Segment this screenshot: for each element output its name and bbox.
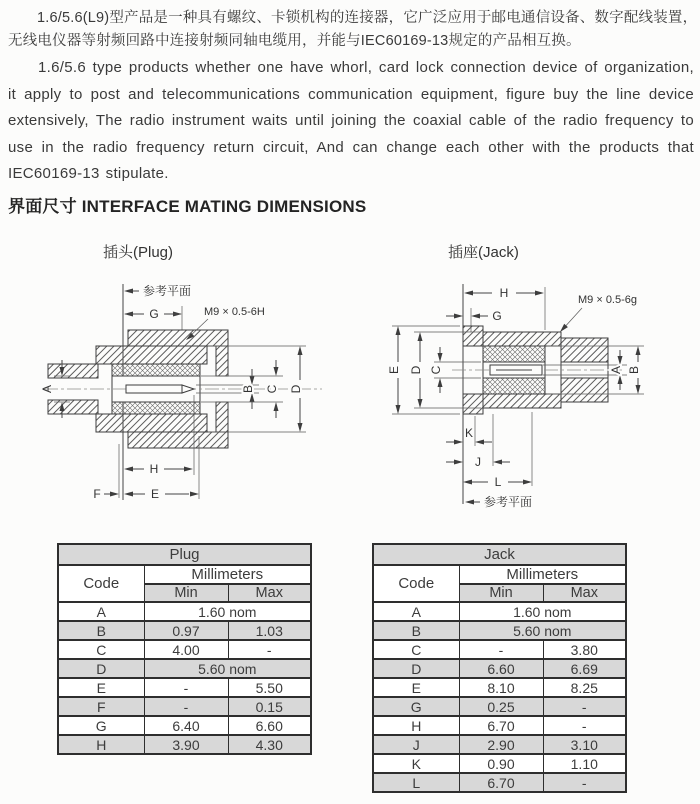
table-row — [58, 602, 311, 621]
table-row — [58, 716, 311, 735]
min-header: Min — [144, 584, 228, 602]
table-row — [373, 640, 626, 659]
jack-thread-label: M9 × 0.5-6g — [578, 294, 638, 306]
value-cell: 1.60 nom — [144, 602, 311, 621]
table-header-row — [373, 565, 626, 584]
plug-dim-e-label: E — [150, 487, 160, 501]
section-heading-en: INTERFACE MATING DIMENSIONS — [81, 197, 367, 216]
code-cell: C — [58, 640, 144, 659]
value-cell: 5.60 nom — [459, 621, 626, 640]
intro-paragraph-en: 1.6/5.6 type products whether one have whorl, card lock connection device of organization, it apply to post and telecommunications communication equipment, figure buy the line device extensively, The radio instrument waits until joining the coaxial cable of the radio frequency to use in the radio frequency return circuit, And can change each other with the products that IEC60169-13 stipulate. — [8, 59, 694, 182]
unit-header: Millimeters — [459, 565, 626, 584]
max-cell: 1.10 — [543, 754, 626, 773]
jack-ref-plane-label: 参考平面 — [484, 495, 533, 509]
jack-dim-l-label: L — [494, 475, 502, 489]
jack-dim-h-label: H — [499, 286, 509, 300]
plug-drawing-title: 插头(Plug) — [103, 244, 174, 261]
min-cell: 6.70 — [459, 773, 543, 792]
table-header-row — [58, 565, 311, 584]
max-cell: 6.60 — [228, 716, 311, 735]
min-cell: 6.40 — [144, 716, 228, 735]
table-row — [58, 678, 311, 697]
plug-dim-g-label: G — [149, 307, 159, 321]
min-cell: 6.70 — [459, 716, 543, 735]
code-cell: F — [58, 697, 144, 716]
max-cell: 8.25 — [543, 678, 626, 697]
min-cell: 2.90 — [459, 735, 543, 754]
plug-table — [57, 543, 312, 755]
table-title-row — [373, 544, 626, 565]
min-header: Min — [459, 584, 543, 602]
jack-dim-c-label: C — [429, 365, 443, 375]
jack-dim-g-label: G — [492, 309, 502, 323]
jack-dim-b-label: B — [627, 365, 641, 375]
code-cell: A — [373, 602, 459, 621]
max-cell: - — [543, 697, 626, 716]
table-row — [373, 773, 626, 792]
code-cell: D — [58, 659, 144, 678]
table-row — [373, 659, 626, 678]
max-header: Max — [228, 584, 311, 602]
value-cell: 1.60 nom — [459, 602, 626, 621]
code-cell: L — [373, 773, 459, 792]
code-cell: E — [373, 678, 459, 697]
unit-header: Millimeters — [144, 565, 311, 584]
max-cell: 4.30 — [228, 735, 311, 754]
plug-ref-plane-label: 参考平面 — [143, 284, 192, 298]
max-cell: - — [228, 640, 311, 659]
min-cell: 8.10 — [459, 678, 543, 697]
max-header: Max — [543, 584, 626, 602]
table-row — [58, 659, 311, 678]
max-cell: - — [543, 773, 626, 792]
jack-dim-a-label: A — [609, 365, 623, 375]
code-cell: E — [58, 678, 144, 697]
code-cell: K — [373, 754, 459, 773]
max-cell: 6.69 — [543, 659, 626, 678]
max-cell: 3.80 — [543, 640, 626, 659]
jack-dim-k-label: K — [464, 426, 474, 440]
jack-drawing-title: 插座(Jack) — [448, 244, 519, 261]
plug-thread-label: M9 × 0.5-6H — [204, 306, 265, 318]
jack-dim-e-label: E — [387, 365, 401, 375]
code-cell: B — [373, 621, 459, 640]
min-cell: 3.90 — [144, 735, 228, 754]
table-row — [373, 602, 626, 621]
max-cell: 1.03 — [228, 621, 311, 640]
table-row — [373, 621, 626, 640]
table-row — [373, 697, 626, 716]
plug-dim-a-label: A — [40, 384, 54, 394]
code-cell: G — [373, 697, 459, 716]
table-row — [58, 621, 311, 640]
min-cell: 0.25 — [459, 697, 543, 716]
min-cell: - — [144, 697, 228, 716]
plug-dim-f-label: F — [93, 487, 101, 501]
min-cell: 0.97 — [144, 621, 228, 640]
intro-zh-line-2: 无线电仪器等射频回路中连接射频同轴电缆用，并能与IEC60169-13规定的产品相互换。 — [8, 33, 581, 49]
plug-cross-section-drawing — [40, 268, 350, 540]
value-cell: 5.60 nom — [144, 659, 311, 678]
table-row — [373, 735, 626, 754]
table-row — [58, 640, 311, 659]
intro-paragraph-zh — [8, 7, 696, 53]
table-title: Jack — [373, 544, 626, 565]
max-cell: 3.10 — [543, 735, 626, 754]
jack-dim-d-label: D — [409, 365, 423, 375]
plug-dim-d-label: D — [289, 384, 303, 394]
jack-cross-section-drawing — [370, 262, 670, 540]
plug-dim-h-label: H — [149, 462, 159, 476]
table-row — [373, 678, 626, 697]
intro-zh-line-1: 1.6/5.6(L9)型产品是一种具有螺纹、卡锁机构的连接器，它广泛应用于邮电通信设备、数字配线装置， — [37, 10, 698, 26]
code-cell: C — [373, 640, 459, 659]
min-cell: 4.00 — [144, 640, 228, 659]
code-cell: B — [58, 621, 144, 640]
table-row — [58, 697, 311, 716]
code-cell: J — [373, 735, 459, 754]
plug-dim-c-label: C — [265, 384, 279, 394]
code-cell: D — [373, 659, 459, 678]
max-cell: 5.50 — [228, 678, 311, 697]
code-cell: H — [58, 735, 144, 754]
table-row — [373, 754, 626, 773]
code-header: Code — [58, 565, 144, 602]
max-cell: 0.15 — [228, 697, 311, 716]
plug-dim-b-label: B — [241, 384, 255, 394]
section-heading-zh: 界面尺寸 — [8, 197, 77, 216]
min-cell: - — [459, 640, 543, 659]
code-cell: G — [58, 716, 144, 735]
table-row — [373, 716, 626, 735]
code-header: Code — [373, 565, 459, 602]
max-cell: - — [543, 716, 626, 735]
min-cell: 0.90 — [459, 754, 543, 773]
min-cell: - — [144, 678, 228, 697]
min-cell: 6.60 — [459, 659, 543, 678]
jack-dim-j-label: J — [475, 455, 481, 469]
table-title-row — [58, 544, 311, 565]
jack-table — [372, 543, 627, 793]
code-cell: A — [58, 602, 144, 621]
code-cell: H — [373, 716, 459, 735]
table-row — [58, 735, 311, 754]
table-title: Plug — [58, 544, 311, 565]
section-heading — [8, 192, 366, 217]
